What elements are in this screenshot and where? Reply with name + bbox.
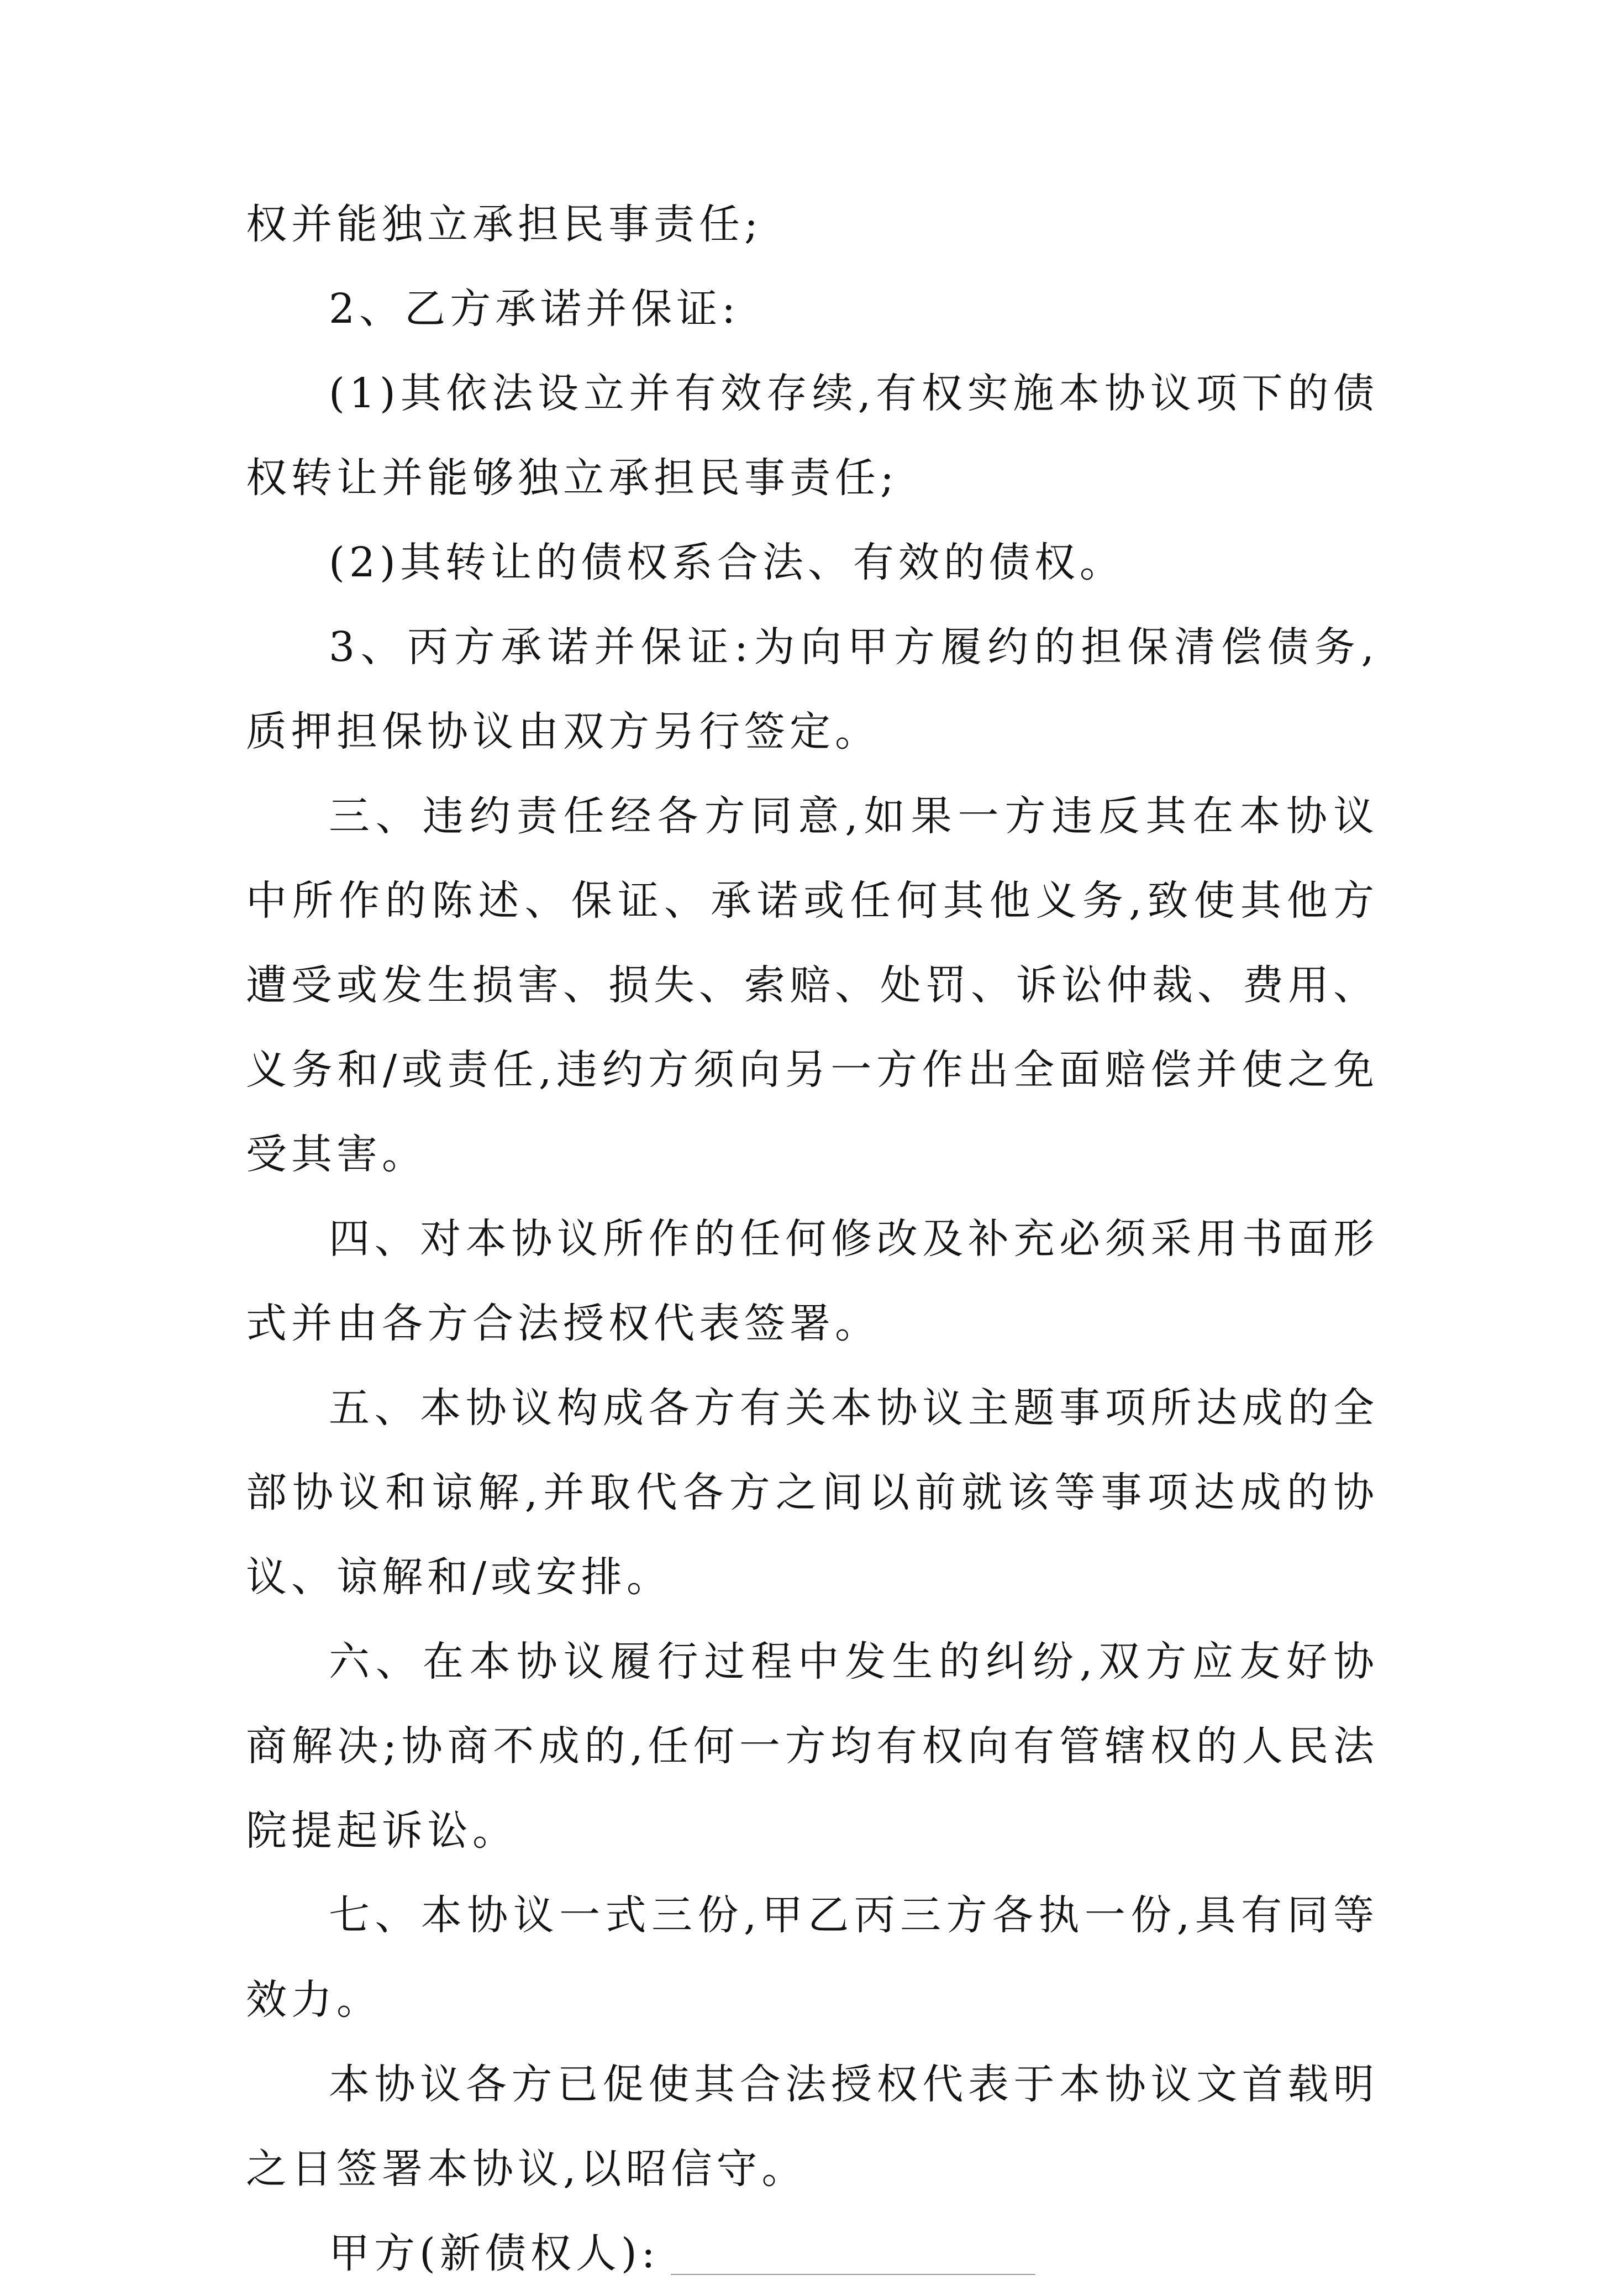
signature-line-party-a [246, 2211, 1379, 2296]
paragraph-dispute-resolution: 六、在本协议履行过程中发生的纠纷,双方应友好协商解决;协商不成的,任何一方均有权向有管辖权的人民法院提起诉讼。 [246, 1638, 1379, 1854]
signature-label: 甲方(新债权人): [329, 2230, 660, 2277]
paragraph-execution: 本协议各方已促使其合法授权代表于本协议文首载明之日签署本协议,以昭信守。 [246, 2061, 1379, 2193]
document-page [246, 182, 1379, 2296]
paragraph-amendments: 四、对本协议所作的任何修改及补充必须采用书面形式并由各方合法授权代表签署。 [246, 1215, 1379, 1347]
signature-blank [671, 2274, 1035, 2275]
paragraph-continuation: 权并能独立承担民事责任; [246, 201, 762, 248]
paragraph-copies: 七、本协议一式三份,甲乙丙三方各执一份,具有同等效力。 [246, 1892, 1379, 2024]
paragraph-clause-2-2: (2)其转让的债权系合法、有效的债权。 [329, 539, 1125, 586]
paragraph-clause-3: 3、丙方承诺并保证:为向甲方履约的担保清偿债务,质押担保协议由双方另行签定。 [246, 623, 1379, 755]
paragraph-breach-liability: 三、违约责任经各方同意,如果一方违反其在本协议中所作的陈述、保证、承诺或任何其他义务,致使其他方遭受或发生损害、损失、索赔、处罚、诉讼仲裁、费用、义务和/或责任,违约方须向另一方作出全面赔偿并使之免受其害。 [246, 792, 1379, 1178]
paragraph-clause-2-1: (1)其依法设立并有效存续,有权实施本协议项下的债权转让并能够独立承担民事责任; [246, 370, 1379, 502]
paragraph-clause-2: 2、乙方承诺并保证: [329, 285, 740, 333]
paragraph-entire-agreement: 五、本协议构成各方有关本协议主题事项所达成的全部协议和谅解,并取代各方之间以前就该等事项达成的协议、谅解和/或安排。 [246, 1384, 1379, 1601]
